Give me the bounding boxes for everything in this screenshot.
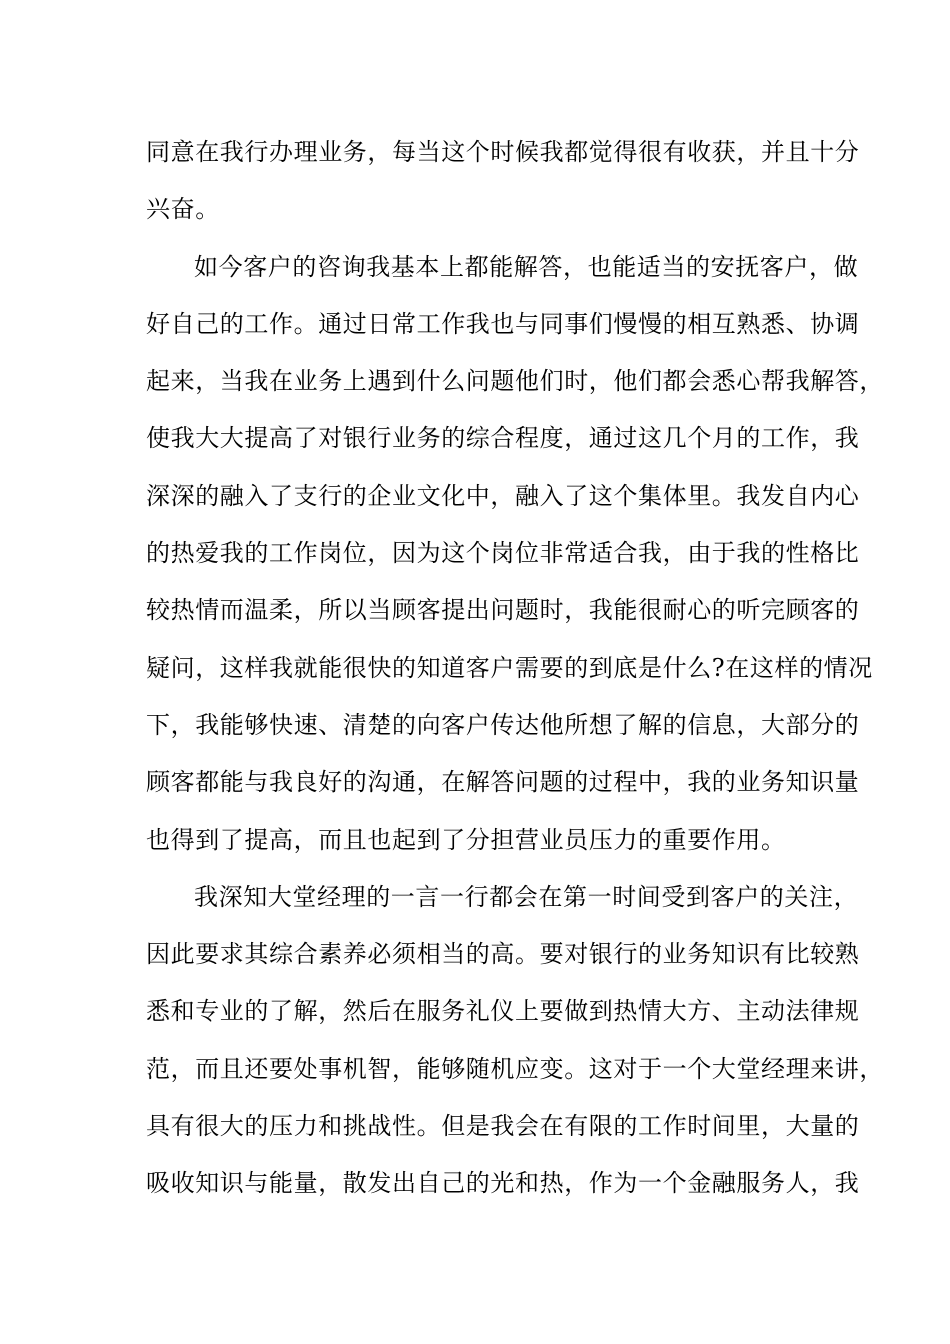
text-line: 较热情而温柔，所以当顾客提出问题时，我能很耐心的听完顾客的	[146, 596, 860, 625]
text-line: 范，而且还要处事机智，能够随机应变。这对于一个大堂经理来讲，	[146, 1054, 884, 1083]
text-line: 的热爱我的工作岗位，因为这个岗位非常适合我，由于我的性格比	[146, 539, 860, 568]
text-line: 也得到了提高，而且也起到了分担营业员压力的重要作用。	[146, 825, 786, 854]
text-line: 悉和专业的了解，然后在服务礼仪上要做到热情大方、主动法律规	[146, 997, 860, 1026]
text-line: 深深的融入了支行的企业文化中，融入了这个集体里。我发自内心	[146, 481, 860, 510]
text-line: 具有很大的压力和挑战性。但是我会在有限的工作时间里，大量的	[146, 1112, 860, 1141]
paragraph-start-line: 如今客户的咨询我基本上都能解答，也能适当的安抚客户，做	[194, 252, 859, 281]
text-line: 下，我能够快速、清楚的向客户传达他所想了解的信息，大部分的	[146, 710, 860, 739]
text-line: 起来，当我在业务上遇到什么问题他们时，他们都会悉心帮我解答，	[146, 367, 884, 396]
text-line: 好自己的工作。通过日常工作我也与同事们慢慢的相互熟悉、协调	[146, 309, 860, 338]
text-line: 同意在我行办理业务，每当这个时候我都觉得很有收获，并且十分	[146, 138, 860, 166]
paragraph-start-line: 我深知大堂经理的一言一行都会在第一时间受到客户的关注，	[194, 882, 859, 911]
text-line: 兴奋。	[146, 195, 220, 224]
text-line: 吸收知识与能量，散发出自己的光和热，作为一个金融服务人，我	[146, 1169, 860, 1198]
text-line: 因此要求其综合素养必须相当的高。要对银行的业务知识有比较熟	[146, 940, 860, 969]
text-line: 疑问，这样我就能很快的知道客户需要的到底是什么?在这样的情况	[146, 653, 873, 682]
body-text	[146, 124, 884, 1213]
text-line: 顾客都能与我良好的沟通，在解答问题的过程中，我的业务知识量	[146, 768, 860, 797]
text-line: 使我大大提高了对银行业务的综合程度，通过这几个月的工作，我	[146, 424, 860, 453]
